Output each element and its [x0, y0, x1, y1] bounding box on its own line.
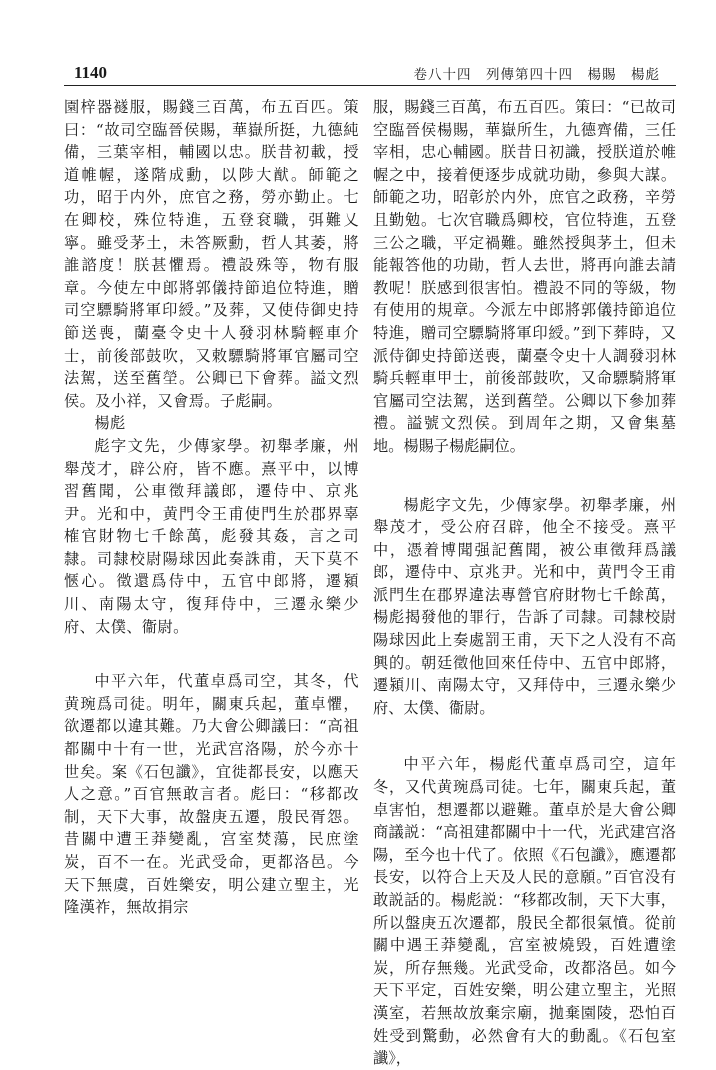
translation-text-column [373, 96, 676, 1070]
classical-text-column [64, 96, 359, 919]
translation-paragraph-3: 中平六年，楊彪代董卓爲司空，這年冬，又代黄琬爲司徒。七年，關東兵起，董卓害怕，想遷都以避難。董卓於是大會公卿商議説：“高祖建都關中十一代，光武建宫洛陽，至今也十代了。依照《石包讖》，應遷都長安，以符合上天及人民的意願。”百官没有敢説話的。楊彪説：“移都改制，天下大事，所以盤庚五次遷都，殷民全都很氣憤。從前關中遇王莽變亂，宫室被燒毁，百姓遭塗炭，所存無幾。光武受命，改都洛邑。如今天下平定，百姓安樂，明公建立聖主，光照漢室，若無故放棄宗廟，拋棄園陵，恐怕百姓受到驚動，必然會有大的動亂。《石包室讖》， [373, 755, 676, 1068]
paragraph-gap [373, 458, 676, 494]
running-head: 卷八十四 列傳第四十四 楊賜 楊彪 [413, 67, 660, 83]
section-heading: 楊彪 [94, 414, 126, 433]
paragraph-gap [64, 638, 359, 670]
classical-paragraph-3: 中平六年，代董卓爲司空，其冬，代黄琬爲司徒。明年，關東兵起，董卓懼，欲遷都以違其難。乃大會公卿議曰：“高祖都關中十有一世，光武宫洛陽，於今亦十世矣。案《石包讖》，宜徙都長安，以應天人之意。”百官無敢言者。彪曰：“移都改制，天下大事，故盤庚五遷，殷民胥怨。昔關中遭王莽變亂，宫室焚蕩，民庶塗炭，百不一在。光武受命，更都洛邑。今天下無虞，百姓樂安，明公建立聖主，光隆漢祚，無故捐宗 [64, 672, 359, 917]
translation-paragraph-1: 服，賜錢三百萬，布五百匹。策曰：“已故司空臨晉侯楊賜，華嶽所生，九德齊備，三任宰相，忠心輔國。朕昔日初識，授朕道於帷幄之中，接着便逐步成就功勛，參與大謀。師範之功，昭彰於内外，庶官之政務，辛勞且勤勉。七次官職爲卿校，官位特進，五登三公之職，平定禍難。雖然授與茅土，但未能報答他的功勛，哲人去世，將再向誰去請教呢！朕感到很害怕。禮設不同的等級，物有使用的規章。今派左中郎將郭儀持節追位特進，贈司空驃騎將軍印綬。”到下葬時，又派侍御史持節送喪，蘭臺令史十人調發羽林騎兵輕車甲士，前後部鼓吹，又命驃騎將軍官屬司空法駕，送到舊塋。公卿以下參加葬禮。謚號文烈侯。到周年之期，又會集墓地。楊賜子楊彪嗣位。 [373, 98, 676, 455]
page-header [64, 57, 664, 87]
classical-paragraph-1: 園梓器襚服，賜錢三百萬，布五百匹。策曰：“故司空臨晉侯賜，華嶽所挺，九德純備，三葉宰相，輔國以忠。朕昔初載，授道帷幄，遂階成勳，以陟大猷。師範之功，昭于内外，庶官之務，勞亦勤止。七在卿校，殊位特進，五登袞職，弭難乂寧。雖受茅土，未答厥勳，哲人其萎，將誰諮度！朕甚懼焉。禮設殊等，物有服章。今使左中郎將郭儀持節追位特進，贈司空驃騎將軍印綬。”及葬，又使侍御史持節送喪，蘭臺令史十人發羽林騎輕車介士，前後部鼓吹，又敕驃騎將軍官屬司空法駕，送至舊塋。公卿已下會葬。謚文烈侯。及小祥，又會焉。子彪嗣。 [64, 98, 359, 410]
page-number: 1140 [74, 63, 108, 82]
classical-paragraph-2: 彪字文先，少傳家學。初舉孝廉，州舉茂才，辟公府，皆不應。熹平中，以博習舊聞，公車徵拜議郎，遷侍中、京兆尹。光和中，黄門令王甫使門生於郡界辜榷官財物七千餘萬，彪發其姦，言之司隸。司隸校尉陽球因此奏誅甫，天下莫不愜心。徵還爲侍中，五官中郎將，遷潁川、南陽太守，復拜侍中，三遷永樂少府、太僕、衞尉。 [64, 436, 359, 636]
translation-paragraph-2: 楊彪字文先，少傳家學。初舉孝廉，州舉茂才，受公府召辟，他全不接受。熹平中，憑着博聞强記舊聞，被公車徵拜爲議郎，遷侍中、京兆尹。光和中，黄門令王甫派門生在郡界違法專營官府財物七千餘萬，楊彪揭發他的罪行，告訴了司隸。司隸校尉陽球因此上奏處罰王甫，天下之人没有不高興的。朝廷徵他回來任侍中、五官中郎將，遷潁川、南陽太守，又拜侍中，三遷永樂少府、太僕、衞尉。 [373, 495, 676, 717]
paragraph-gap [373, 719, 676, 753]
header-rule [64, 85, 676, 86]
